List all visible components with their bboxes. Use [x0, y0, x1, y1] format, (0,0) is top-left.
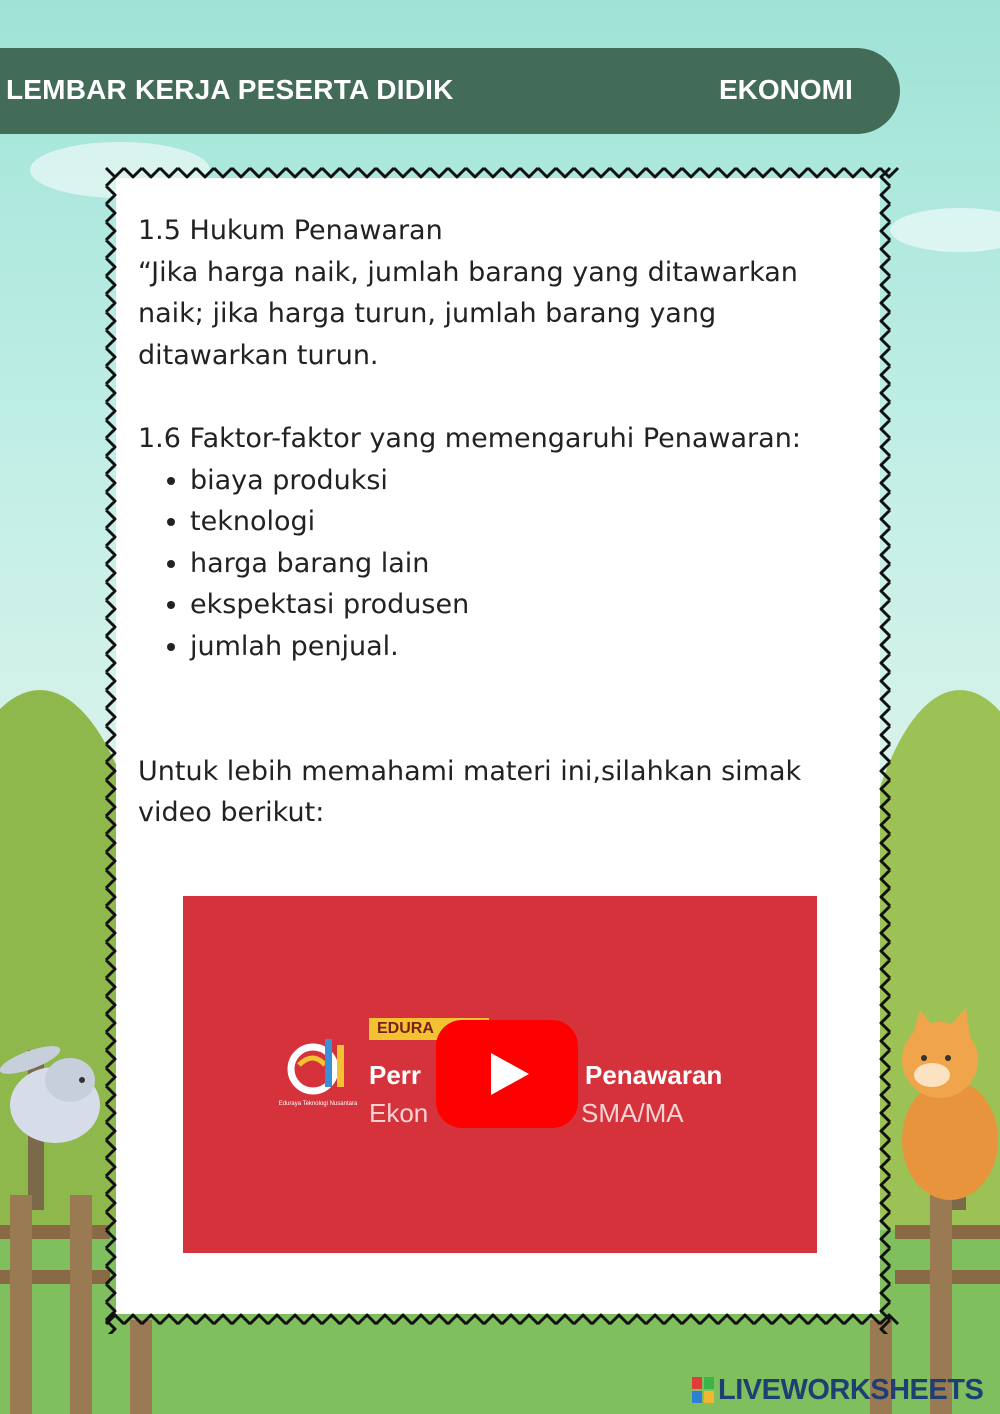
youtube-play-icon [491, 1053, 529, 1095]
subject-label: EKONOMI [719, 74, 853, 105]
worksheet-title: LEMBAR KERJA PESERTA DIDIK [6, 74, 454, 105]
cloud [890, 208, 1000, 252]
video-title-right: Penawaran [585, 1060, 723, 1090]
video-subtitle-right: SMA/MA [581, 1098, 684, 1128]
content-body [138, 210, 838, 834]
fence-post [130, 1320, 152, 1414]
law-quote: “Jika harga naik, jumlah barang yang ditawarkan naik; jika harga turun, jumlah barang yang ditawarkan turun. [138, 256, 798, 371]
video-badge: EDURA [377, 1020, 434, 1037]
fence-post [10, 1195, 32, 1414]
logo-caption: Eduraya Teknologi Nusantara [278, 1101, 358, 1107]
eduraya-logo [273, 1021, 363, 1111]
factor-item: • jumlah penjual. [190, 626, 838, 668]
factors-heading: 1.6 Faktor-faktor yang memengaruhi Penawaran: [138, 422, 801, 454]
factor-item: • ekspektasi produsen [190, 584, 838, 626]
factor-item: • biaya produksi [190, 460, 838, 502]
video-embed[interactable] [183, 896, 817, 1253]
play-button[interactable] [436, 1020, 578, 1128]
video-title-left: Perr [369, 1060, 422, 1090]
video-prompt: Untuk lebih memahami materi ini,silahkan simak video berikut: [138, 755, 802, 829]
video-subtitle-left: Ekon [369, 1098, 429, 1128]
brand-text: LIVEWORKSHEETS [718, 1374, 984, 1406]
factor-item: • teknologi [190, 501, 838, 543]
factors-list [138, 460, 838, 668]
liveworksheets-icon [692, 1377, 714, 1403]
fence-post [70, 1195, 92, 1414]
law-heading: 1.5 Hukum Penawaran [138, 215, 443, 246]
factor-item: • harga barang lain [190, 543, 838, 585]
header-bar [0, 48, 900, 134]
